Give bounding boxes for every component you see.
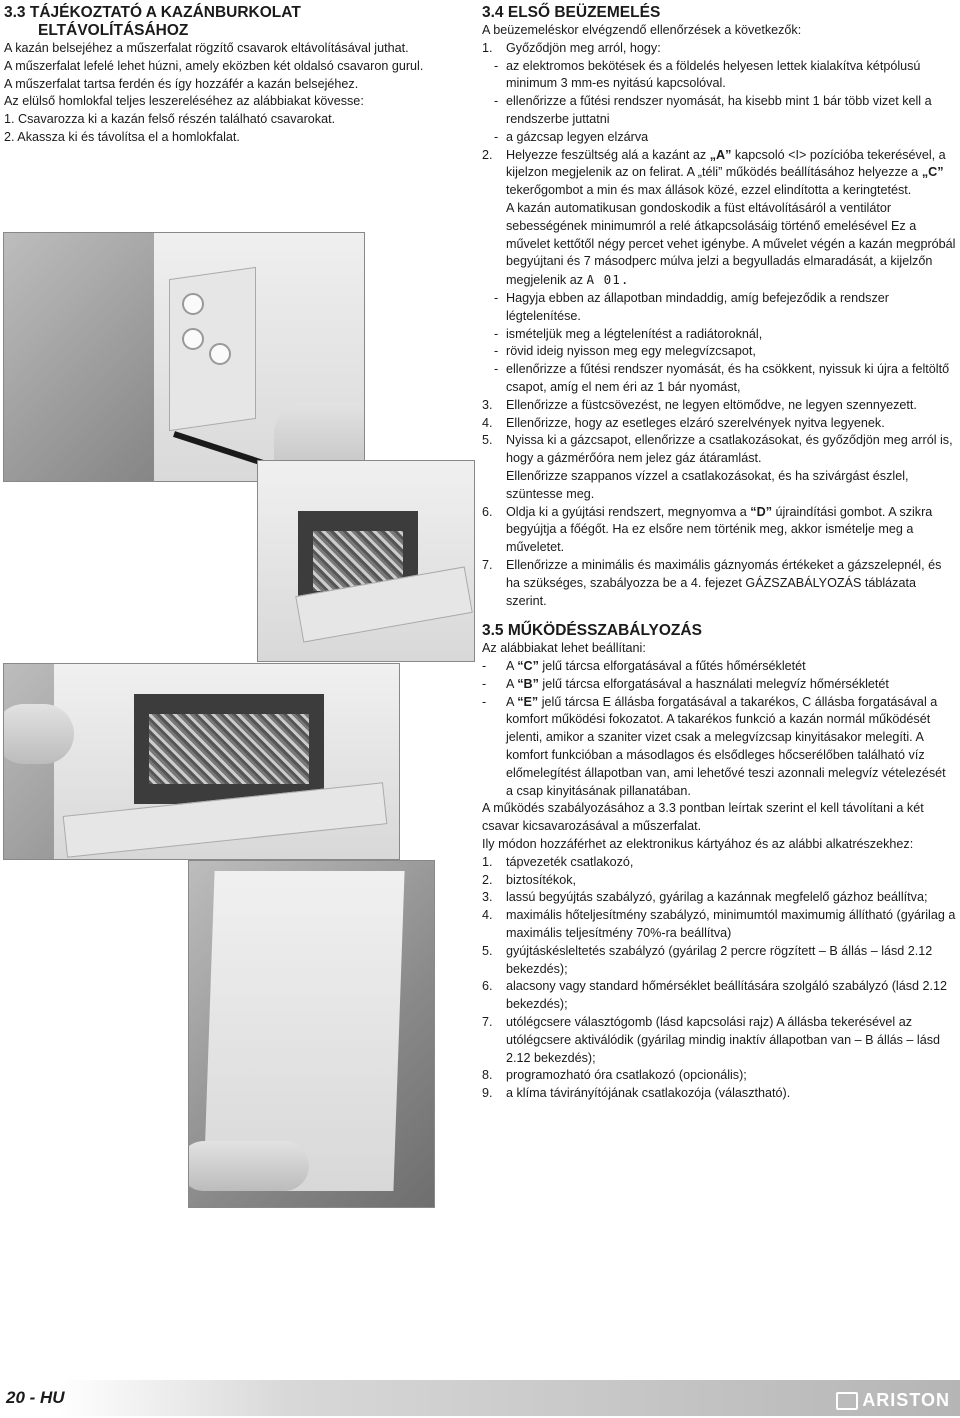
section-3-3-title: 3.3 TÁJÉKOZTATÓ A KAZÁNBURKOLAT ELTÁVOLÍTÁSÁHOZ (4, 4, 301, 39)
parts-item: 5. gyújtáskésleltetés szabályzó (gyárilag 2 percre rögzített – B állás – lásd 2.12 bekezdés); (482, 943, 933, 976)
section-3-5-title: 3.5 MŰKÖDÉSSZABÁLYOZÁS (482, 622, 702, 640)
check-3: 3. Ellenőrizze a füstcsövezést, ne legyen eltömődve, ne legyen szennyezett. (482, 397, 917, 412)
para-2: A műszerfalat lefelé lehet húzni, amely eközben két oldalsó csavaron gurul. (4, 58, 424, 73)
photo-open-panel (257, 460, 475, 662)
parts-item: 2. biztosítékok, (482, 872, 576, 887)
setting-c: - A “C” jelű tárcsa elforgatásával a fűtés hőmérsékletét (482, 659, 806, 674)
step-2: 2. Akassza ki és távolítsa el a homlokfalat. (4, 129, 240, 144)
footer-bar (0, 1380, 960, 1416)
check-4: 4. Ellenőrizze, hogy az esetleges elzáró szerelvények nyitva legyenek. (482, 415, 885, 430)
step-1: 1. Csavarozza ki a kazán felső részén található csavarokat. (4, 112, 336, 127)
check-7: 7. Ellenőrizze a minimális és maximális gáznyomás értékeket a gázszelepnél, és ha szükséges, szabályozza be a 4. fejezet GÁZSZABÁLYOZÁS táblázata szerint. (482, 557, 942, 608)
check-5: 5. Nyissa ki a gázcsapot, ellenőrizze a csatlakozásokat, és győződjön meg arról is, hogy a gázmérőóra nem jelez gáz átáramlást. (482, 433, 953, 466)
parts-item: 8. programozható óra csatlakozó (opcionális); (482, 1068, 747, 1083)
check-1-sub-3: - a gázcsap legyen elzárva (494, 129, 649, 144)
s35-intro: Az alábbiakat lehet beállítani: (482, 641, 646, 656)
check-1: 1. Győződjön meg arról, hogy: (482, 40, 661, 55)
access-paragraph: A működés szabályozásához a 3.3 pontban leírtak szerint el kell távolítani a két csavar kicsavarozásával a műszerfalat. (482, 801, 924, 834)
check-2-sub-3: - rövid ideig nyisson meg egy melegvízcsapot, (494, 344, 756, 359)
page-number: 20 - HU (6, 1388, 65, 1407)
parts-item: 9. a klíma távirányítójának csatlakozója (választható). (482, 1086, 791, 1101)
check-6: 6. Oldja ki a gyújtási rendszert, megnyomva a “D” újraindítási gombot. A szikra begyújtja a főégőt. Ha ez elsőre nem történik meg, akkor ismételje meg a műveletet. (482, 504, 933, 555)
s34-intro: A beüzemeléskor elvégzendő ellenőrzések a következők: (482, 23, 802, 37)
check-5-p2: Ellenőrizze szappanos vízzel a csatlakozásokat, és ha szivárgást észlel, szüntesse meg. (506, 468, 909, 501)
check-1-sub-1: - az elektromos bekötések és a földelés helyesen lettek kialakítva kétpólusú minimum 3 mm-es nyitású kapcsolóval. (494, 58, 921, 91)
check-2-sub-4: - ellenőrizze a fűtési rendszer nyomását, és ha csökkent, nyissuk ki újra a feltöltő csapot, amíg el nem éri az 1 bár nyomást, (494, 362, 950, 394)
check-2: 2. Helyezze feszültség alá a kazánt az „A” kapcsoló <I> pozícióba tekerésével, a kijelzon megjelenik az on felirat. A „téli” működés beállításához helyezze a „C” tekerőgombot a min és max állások közé, ezzel elindította a keringtetést. (482, 147, 946, 198)
photo-panel-removal (3, 232, 365, 482)
photo-wiring (3, 663, 400, 860)
parts-intro: Ily módon hozzáférhet az elektronikus kártyához és az alábbi alkatrészekhez: (482, 837, 914, 852)
parts-item: 3. lassú begyújtás szabályzó, gyárilag a kazánnak megfelelő gázhoz beállítva; (482, 890, 928, 905)
check-1-sub-2: - ellenőrizze a fűtési rendszer nyomását, ha kisebb mint 1 bár több vizet kell a rendszerbe juttatni (494, 94, 932, 126)
check-2-sub-1: - Hagyja ebben az állapotban mindaddig, amíg befejeződik a rendszer légtelenítése. (494, 290, 889, 323)
check-2-p2: A kazán automatikusan gondoskodik a füst eltávolításáról a ventilátor sebességének minimumról a relé átkapcsolásáig történő emelésével Ez a művelet kettőtől négy percet vehet igénybe. A művelet végén a kazán megpróbál begyújtani és 7 másodperc múlva jelzi a begyulladás elmaradását, a kijelzőn megjelenik az A 01. (506, 200, 956, 288)
check-2-sub-2: - ismételjük meg a légtelenítést a radiátoroknál, (494, 326, 763, 341)
setting-b: - A “B” jelű tárcsa elforgatásával a használati melegvíz hőmérsékletét (482, 676, 889, 691)
section-3-4-title: 3.4 ELSŐ BEÜZEMELÉS (482, 4, 661, 21)
right-column (482, 4, 956, 1103)
brand-logo: ARISTON (836, 1390, 950, 1411)
parts-list (482, 854, 956, 1103)
parts-item: 1. tápvezeték csatlakozó, (482, 854, 634, 869)
para-1: A kazán belsejéhez a műszerfalat rögzítő csavarok eltávolításával juthat. (4, 41, 409, 55)
parts-item: 7. utólégcsere választógomb (lásd kapcsolási rajz) A állásba tekerésével az utólégcsere aktiválódik (gyárilag mindig inaktív állapotban van – B állás – lásd 2.12 bekezdés); (482, 1015, 941, 1065)
photo-front-cover (188, 860, 435, 1208)
left-column (4, 4, 466, 147)
parts-item: 6. alacsony vagy standard hőmérséklet beállítására szolgáló szabályzó (lásd 2.12 bekezdés); (482, 979, 948, 1012)
para-4: Az elülső homlokfal teljes leszereléséhez az alábbiakat kövesse: (4, 94, 364, 109)
setting-e: - A “E” jelű tárcsa E állásba forgatásával a takarékos, C állásba forgatásával a komfort működési fokozatot. A takarékos funkció a kazán normál működését jelenti, amikor a szaniter vizet csak a melegvízcsap kinyitásakor melegíti. A komfort funkcióban a másodlagos és elsődleges hőcserélőben található víz előmelegítést állapotban van, ami lehetővé teszi azonnali melegvíz vételezését a csap kinyitásának pillanatában. (482, 694, 946, 798)
parts-item: 4. maximális hőteljesítmény szabályzó, minimumtól maximumig állítható (gyárilag a maximális teljesítmény 70%-ra beállítva) (482, 908, 956, 941)
brand-mark-icon (836, 1392, 858, 1410)
para-3: A műszerfalat tartsa ferdén és így hozzáfér a kazán belsejéhez. (4, 76, 359, 91)
